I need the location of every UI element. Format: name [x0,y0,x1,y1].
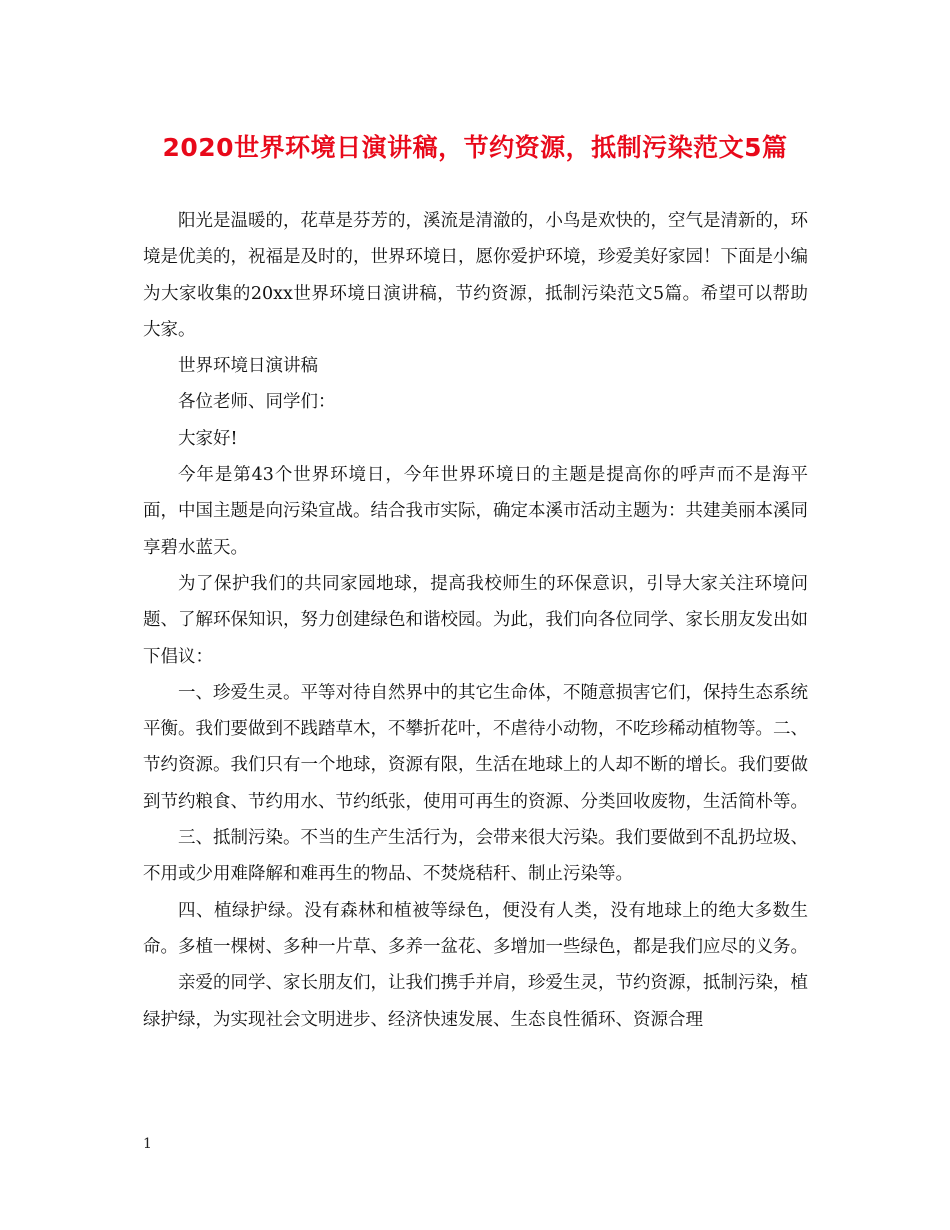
paragraph-salutation: 各位老师、同学们： [178,392,336,413]
document-body [143,203,808,1038]
paragraph-point-three: 三、抵制污染。不当的生产生活行为，会带来很大污染。我们要做到不乱扔垃圾、不用或少用难降解和难再生的物品、不焚烧秸秆、制止污染等。 [143,828,808,885]
paragraph-proposal: 为了保护我们的共同家园地球，提高我校师生的环保意识，引导大家关注环境问题、了解环保知识，努力创建绿色和谐校园。为此，我们向各位同学、家长朋友发出如下倡议： [143,573,808,667]
paragraph-speech-heading: 世界环境日演讲稿 [178,356,318,377]
paragraph-point-four: 四、植绿护绿。没有森林和植被等绿色，便没有人类，没有地球上的绝大多数生命。多植一棵树、多种一片草、多养一盆花、多增加一些绿色，都是我们应尽的义务。 [143,900,808,957]
paragraph-theme: 今年是第43个世界环境日，今年世界环境日的主题是提高你的呼声而不是海平面，中国主题是向污染宣战。结合我市实际，确定本溪市活动主题为：共建美丽本溪同享碧水蓝天。 [143,465,808,558]
paragraph-greeting: 大家好! [178,428,238,449]
paragraph-closing: 亲爱的同学、家长朋友们，让我们携手并肩，珍爱生灵，节约资源，抵制污染，植绿护绿，为实现社会文明进步、经济快速发展、生态良性循环、资源合理 [143,973,808,1030]
paragraph-point-one-two: 一、珍爱生灵。平等对待自然界中的其它生命体，不随意损害它们，保持生态系统平衡。我们要做到不践踏草木，不攀折花叶，不虐待小动物，不吃珍稀动植物等。二、节约资源。我们只有一个地球，资源有限，生活在地球上的人却不断的增长。我们要做到节约粮食、节约用水、节约纸张，使用可再生的资源、分类回收废物，生活简朴等。 [143,682,808,812]
document-title: 2020世界环境日演讲稿，节约资源，抵制污染范文5篇 [162,133,788,162]
paragraph-intro: 阳光是温暖的，花草是芬芳的，溪流是清澈的，小鸟是欢快的，空气是清新的，环境是优美的，祝福是及时的，世界环境日，愿你爱护环境，珍爱美好家园！下面是小编为大家收集的20xx世界环境日演讲稿，节约资源，抵制污染范文5篇。希望可以帮助大家。 [143,211,808,340]
page-number: 1 [143,1136,152,1152]
